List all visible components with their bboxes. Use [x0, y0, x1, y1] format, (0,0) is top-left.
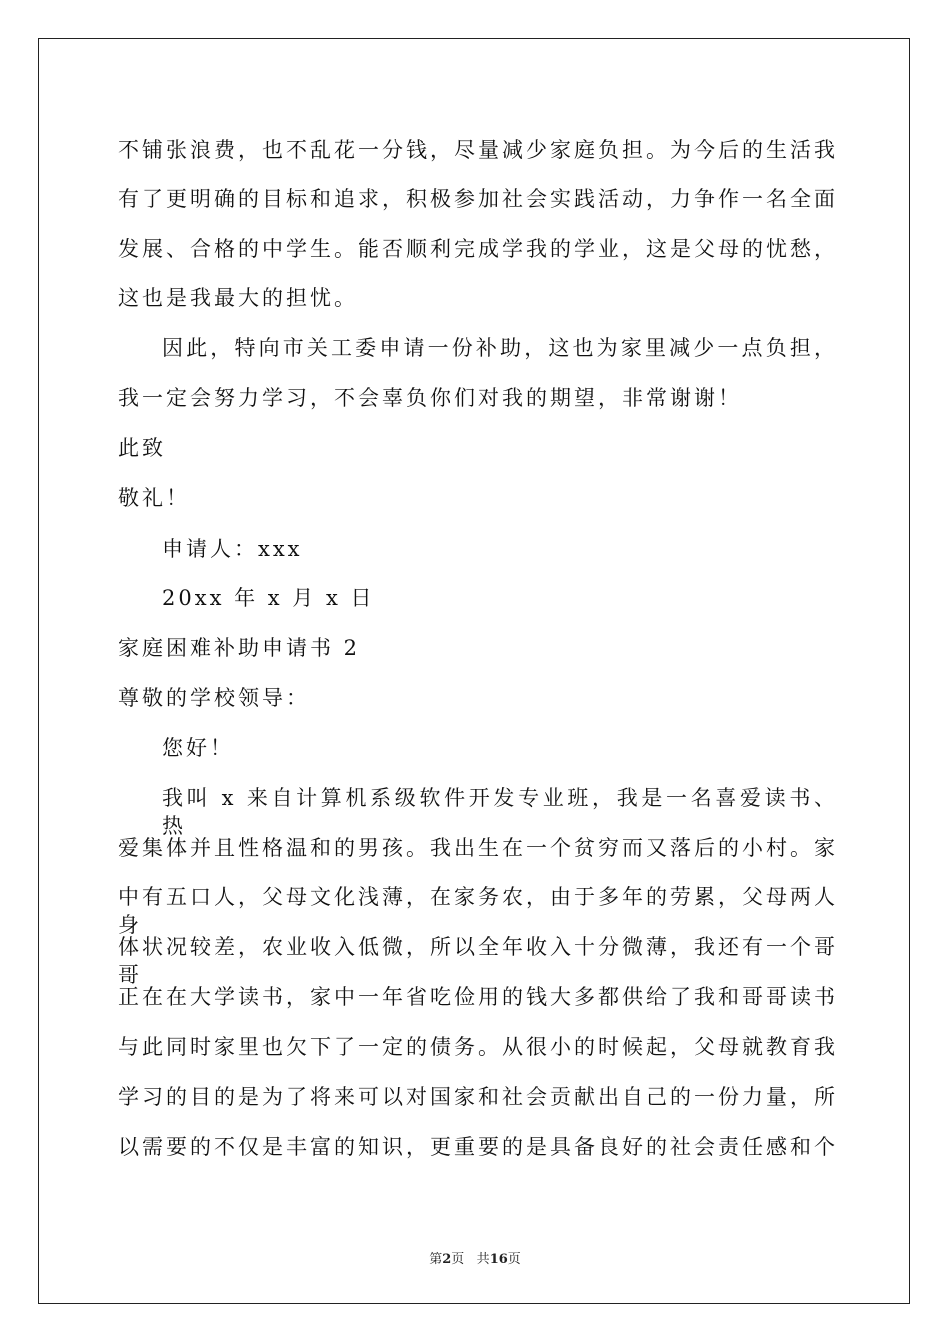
page-border	[38, 38, 910, 1304]
total-prefix: 共	[476, 1252, 490, 1267]
page-footer	[0, 1248, 950, 1267]
paragraph-line: 我一定会努力学习，不会辜负你们对我的期望，非常谢谢！	[118, 386, 742, 410]
paragraph-line: 发展、合格的中学生。能否顺利完成学我的学业，这是父母的忧愁，	[118, 237, 838, 261]
paragraph-line: 因此，特向市关工委申请一份补助，这也为家里减少一点负担，	[162, 336, 838, 360]
total-suffix: 页	[507, 1252, 521, 1267]
paragraph-line: 以需要的不仅是丰富的知识，更重要的是具备良好的社会责任感和个	[118, 1135, 838, 1159]
closing-regards: 敬礼！	[118, 486, 190, 510]
page-suffix: 页	[451, 1252, 465, 1267]
paragraph-line: 体状况较差，农业收入低微，所以全年收入十分微薄，我还有一个哥哥	[118, 935, 838, 987]
paragraph-line: 与此同时家里也欠下了一定的债务。从很小的时候起，父母就教育我	[118, 1035, 838, 1059]
paragraph-line: 正在在大学读书，家中一年省吃俭用的钱大多都供给了我和哥哥读书	[118, 985, 838, 1009]
section-title: 家庭困难补助申请书 2	[118, 636, 361, 660]
letter-greeting: 尊敬的学校领导：	[118, 686, 310, 710]
paragraph-line: 这也是我最大的担忧。	[118, 286, 358, 310]
page-prefix: 第	[429, 1252, 443, 1267]
paragraph-line: 我叫 x 来自计算机系级软件开发专业班，我是一名喜爱读书、热	[162, 786, 838, 838]
total-pages: 16	[489, 1252, 508, 1267]
closing-salutation: 此致	[118, 436, 166, 460]
page-number: 2	[442, 1252, 452, 1267]
paragraph-line: 中有五口人，父母文化浅薄，在家务农，由于多年的劳累，父母两人身	[118, 885, 838, 937]
paragraph-line: 爱集体并且性格温和的男孩。我出生在一个贫穷而又落后的小村。家	[118, 836, 838, 860]
paragraph-line: 不铺张浪费，也不乱花一分钱，尽量减少家庭负担。为今后的生活我	[118, 138, 838, 162]
letter-hello: 您好！	[162, 736, 234, 760]
applicant-signature: 申请人：xxx	[162, 537, 303, 561]
paragraph-line: 有了更明确的目标和追求，积极参加社会实践活动，力争作一名全面	[118, 187, 838, 211]
letter-date: 20xx 年 x 月 x 日	[162, 586, 375, 610]
paragraph-line: 学习的目的是为了将来可以对国家和社会贡献出自己的一份力量，所	[118, 1085, 838, 1109]
